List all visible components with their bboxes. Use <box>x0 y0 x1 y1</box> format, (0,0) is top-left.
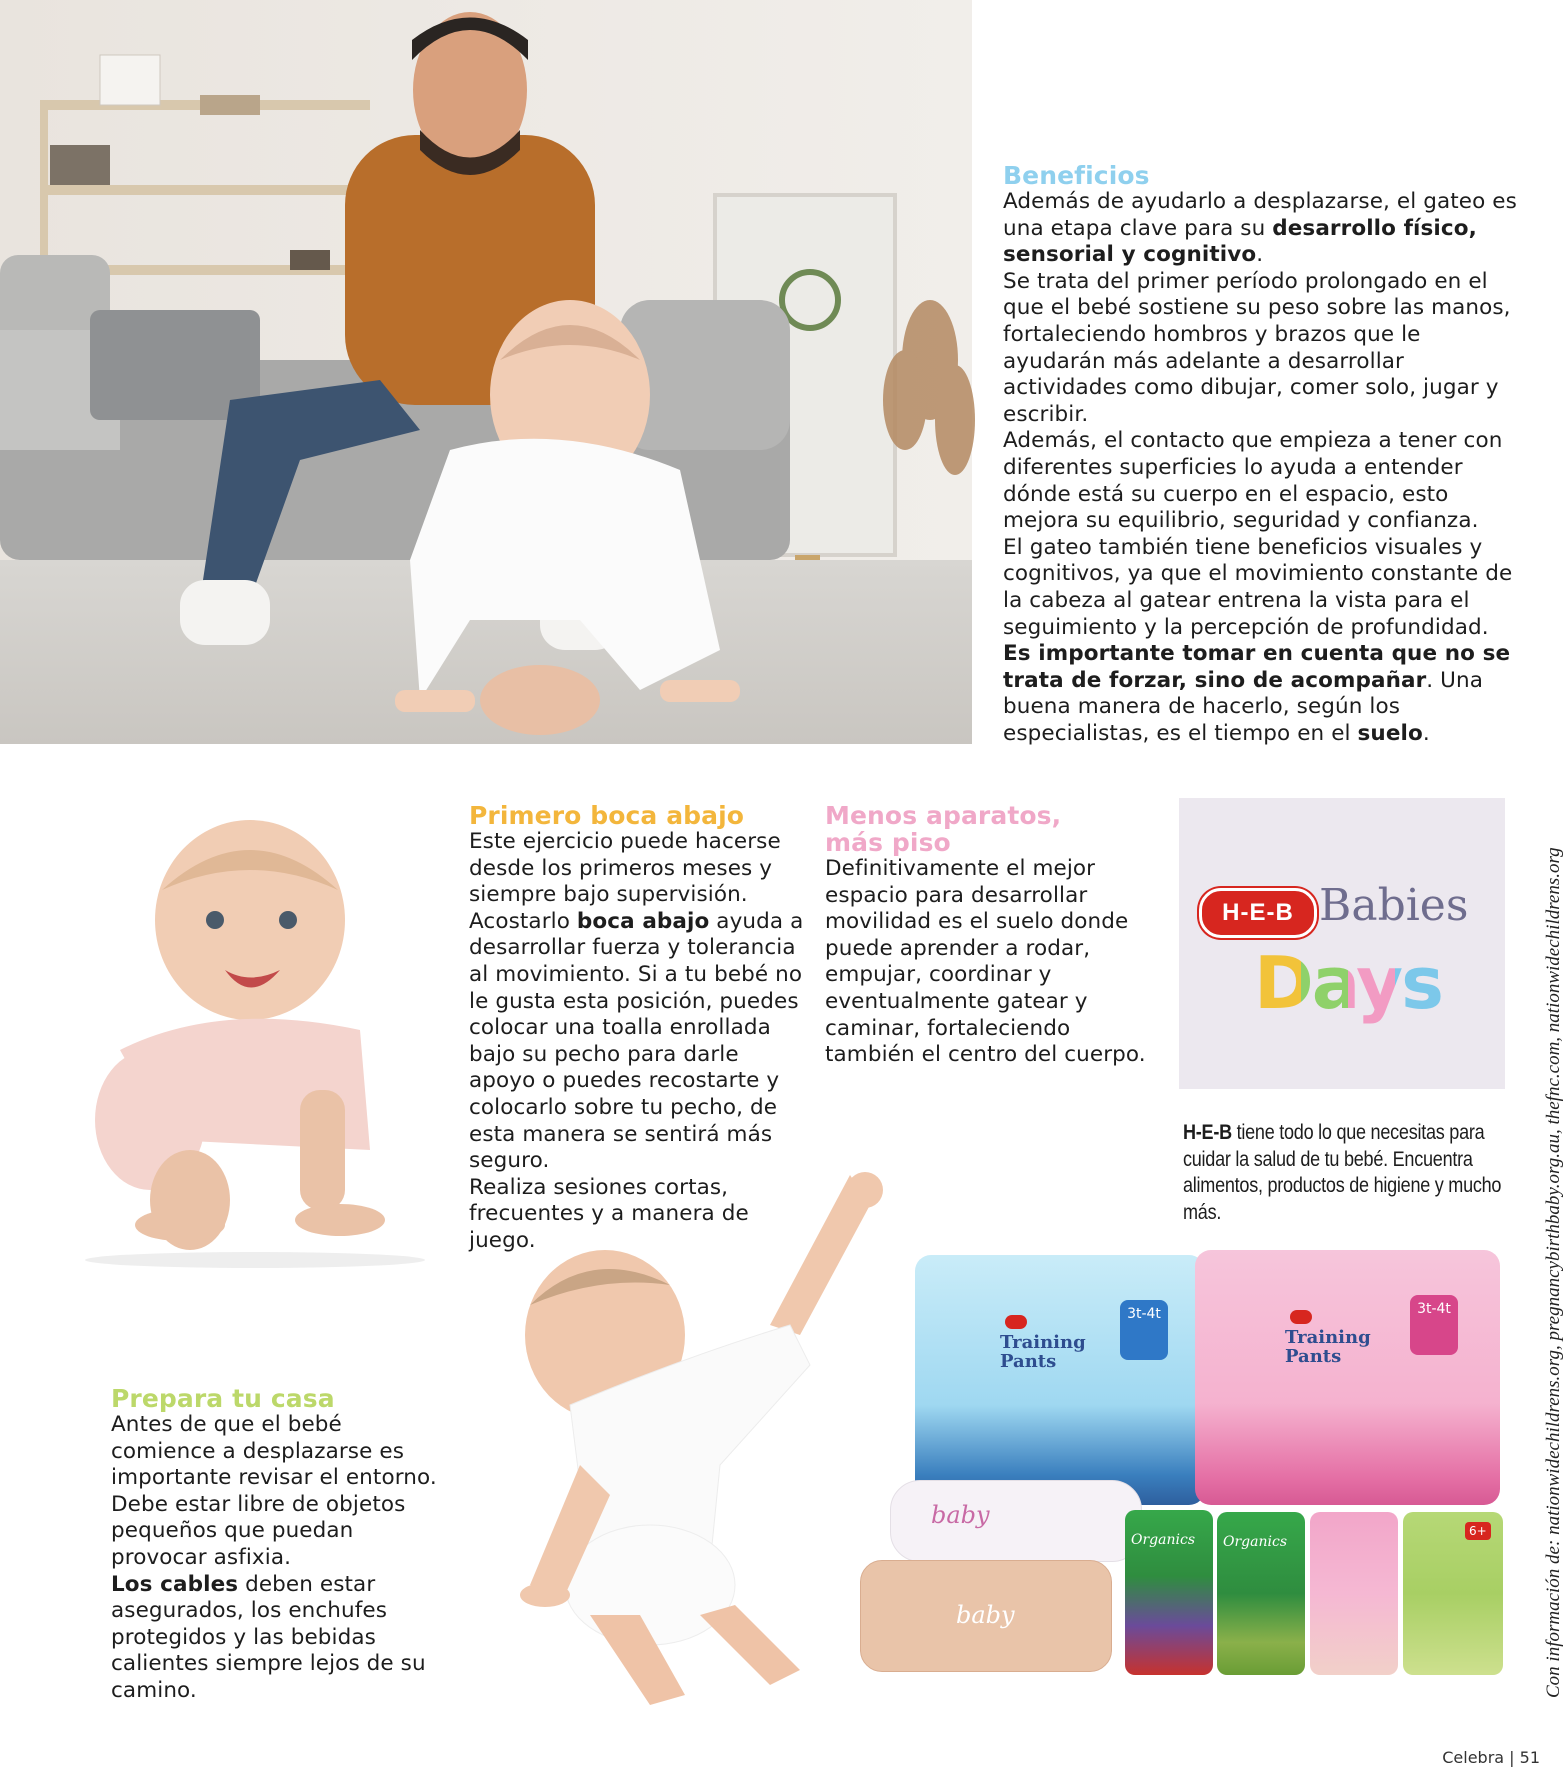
pack-title-pink: Training Pants <box>1285 1327 1371 1367</box>
heb-copy: H-E-B tiene todo lo que necesitas para cuidar la salud de tu bebé. Encuentra alimentos, productos de higiene y mucho más. <box>1183 1121 1502 1224</box>
beneficios-paragraph-4: El gateo también tiene beneficios visuales y cognitivos, ya que el movimiento constante de la cabeza al gatear entrena la vista para el seguimiento y la percepción de profundidad. <box>1003 534 1513 640</box>
days-word: Days <box>1254 941 1442 1025</box>
heb-brand: H-E-B <box>1183 1121 1232 1144</box>
baby-wipes-tan: baby <box>860 1560 1112 1672</box>
father-baby-photo <box>0 0 972 744</box>
pack-size-blue: 3t-4t <box>1120 1300 1168 1360</box>
pouch-4: 6+ <box>1403 1512 1503 1675</box>
pack-title-blue: Training Pants <box>1000 1332 1086 1372</box>
page-footer: Celebra | 51 <box>1442 1748 1540 1767</box>
primero-paragraph-2: Realiza sesiones cortas, frecuentes y a manera de juego. <box>469 1174 749 1253</box>
menos-paragraph: Definitivamente el mejor espacio para desarrollar movilidad es el suelo donde puede aprender a rodar, empujar, coordinar y eventualmente gatear y caminar, fortaleciendo también el centro del cuerpo. <box>825 856 1146 1068</box>
beneficios-paragraph-3: Además, el contacto que empieza a tener con diferentes superficies lo ayuda a entender dónde está su cuerpo en el espacio, esto mejora su equilibrio, seguridad y confianza. <box>1003 428 1503 534</box>
baby-wipes-white: baby <box>890 1480 1142 1562</box>
baby-reaching-photo <box>470 1165 890 1725</box>
heb-babies-days-logo <box>1179 798 1505 1089</box>
sources-credit: Con información de: nationwidechildrens.org, pregnancybirthbaby.org.au, thefnc.com, nationwidechildrens.org <box>1543 847 1564 1698</box>
baby-pink-photo <box>70 820 440 1270</box>
beneficios-paragraph-5: Es importante tomar en cuenta que no se trata de forzar, sino de acompañar. Una buena manera de hacerlo, según los especialistas, es el tiempo en el suelo. <box>1003 641 1511 746</box>
pouch-3 <box>1310 1512 1398 1675</box>
prepara-title: Prepara tu casa <box>111 1384 335 1413</box>
beneficios-paragraph-1: Además de ayudarlo a desplazarse, el gateo es una etapa clave para su desarrollo físico, sensorial y cognitivo. <box>1003 189 1517 268</box>
primero-paragraph-1: Este ejercicio puede hacerse desde los primeros meses y siempre bajo supervisión. Acostarlo boca abajo ayuda a desarrollar fuerza y tolerancia al movimiento. Si a tu bebé no le gusta esta posición, puedes colocar una toalla enrollada bajo su pecho para darle apoyo o puedes recostarte y colocarlo sobre tu pecho, de esta manera se sentirá más seguro. <box>469 829 804 1174</box>
beneficios-title: Beneficios <box>1003 161 1150 190</box>
pouch-1: Organics <box>1125 1510 1213 1675</box>
training-pants-pink <box>1195 1250 1500 1505</box>
beneficios-paragraph-2: Se trata del primer período prolongado en el que el bebé sostiene su peso sobre las manos, fortaleciendo hombros y brazos que le ayudarán más adelante a desarrollar actividades como dibujar, comer solo, jugar y escribir. <box>1003 268 1511 427</box>
menos-title: Menos aparatos, más piso <box>825 801 1062 857</box>
prepara-paragraph-2: Los cables deben estar asegurados, los enchufes protegidos y las bebidas calientes siempre lejos de su camino. <box>111 1571 426 1703</box>
training-pants-blue <box>915 1255 1205 1505</box>
pack-size-pink: 3t-4t <box>1410 1295 1458 1355</box>
prepara-paragraph-1: Antes de que el bebé comience a desplazarse es importante revisar el entorno. Debe estar libre de objetos pequeños que puedan provocar asfixia. <box>111 1412 437 1570</box>
beneficios-section <box>1003 162 1523 747</box>
menos-section <box>825 802 1155 1069</box>
pouch-2: Organics <box>1217 1512 1305 1675</box>
babies-word: Babies <box>1319 880 1469 931</box>
primero-title: Primero boca abajo <box>469 801 745 830</box>
heb-logo-text: H-E-B <box>1222 899 1294 926</box>
products-photo <box>855 1250 1515 1680</box>
prepara-section <box>111 1385 441 1705</box>
